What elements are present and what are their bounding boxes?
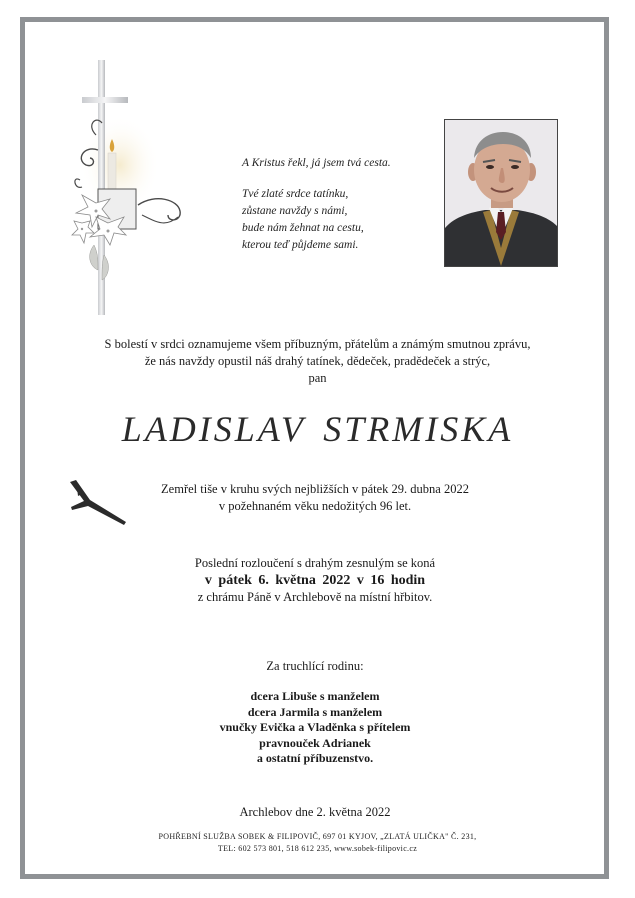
family-member: pravnouček Adrianek: [259, 735, 371, 750]
verse-line: zůstane navždy s námi,: [242, 205, 348, 217]
portrait-photo: [444, 119, 558, 267]
announcement-intro: [60, 336, 575, 387]
death-line: v požehnaném věku nedožitých 96 let.: [218, 499, 412, 513]
place-and-date: Archlebov dne 2. května 2022: [239, 805, 391, 819]
family-member: dcera Jarmila s manželem: [247, 704, 383, 719]
verse-line: Tvé zlaté srdce tatínku,: [242, 188, 349, 200]
verse-line: A Kristus řekl, já jsem tvá cesta.: [242, 157, 391, 169]
intro-line: S bolestí v srdci oznamujeme všem příbuzným, přátelům a známým smutnou zprávu,: [104, 337, 531, 351]
footer-address: POHŘEBNÍ SLUŽBA SOBEK & FILIPOVIČ, 697 01 KYJOV, „ZLATÁ ULIČKA" Č. 231,: [158, 832, 477, 841]
family-member: a ostatní příbuzenstvo.: [256, 751, 374, 765]
family-list: [80, 689, 550, 767]
funeral-info: [80, 555, 550, 606]
death-info: [130, 481, 500, 515]
glider-plane-icon: [66, 470, 130, 530]
memorial-verse: [242, 155, 442, 254]
intro-line: že nás navždy opustil náš drahý tatínek, dědeček, pradědeček a strýc,: [144, 354, 491, 368]
funeral-line: z chrámu Páně v Archlebově na místní hřbitov.: [197, 590, 433, 604]
intro-line: pan: [308, 371, 327, 385]
family-member: vnučky Evička a Vladěnka s přítelem: [219, 720, 411, 734]
portrait-image: [445, 120, 557, 266]
verse-line: kterou teď půjdeme sami.: [242, 239, 359, 251]
family-heading: Za truchlící rodinu:: [266, 659, 364, 673]
death-line: Zemřel tiše v kruhu svých nejbližších v pátek 29. dubna 2022: [161, 482, 469, 496]
cross-candle-lilies-icon: [68, 55, 198, 320]
deceased-name: LADISLAV STRMISKA: [121, 409, 514, 449]
funeral-date-time: v pátek 6. května 2022 v 16 hodin: [204, 573, 426, 588]
footer-contact: TEL: 602 573 801, 518 612 235, www.sobek-filipovic.cz: [217, 844, 418, 853]
funeral-line: Poslední rozloučení s drahým zesnulým se koná: [194, 556, 436, 570]
verse-line: bude nám žehnat na cestu,: [242, 222, 364, 234]
funeral-service-footer: [60, 831, 575, 855]
family-member: dcera Libuše s manželem: [250, 689, 380, 703]
